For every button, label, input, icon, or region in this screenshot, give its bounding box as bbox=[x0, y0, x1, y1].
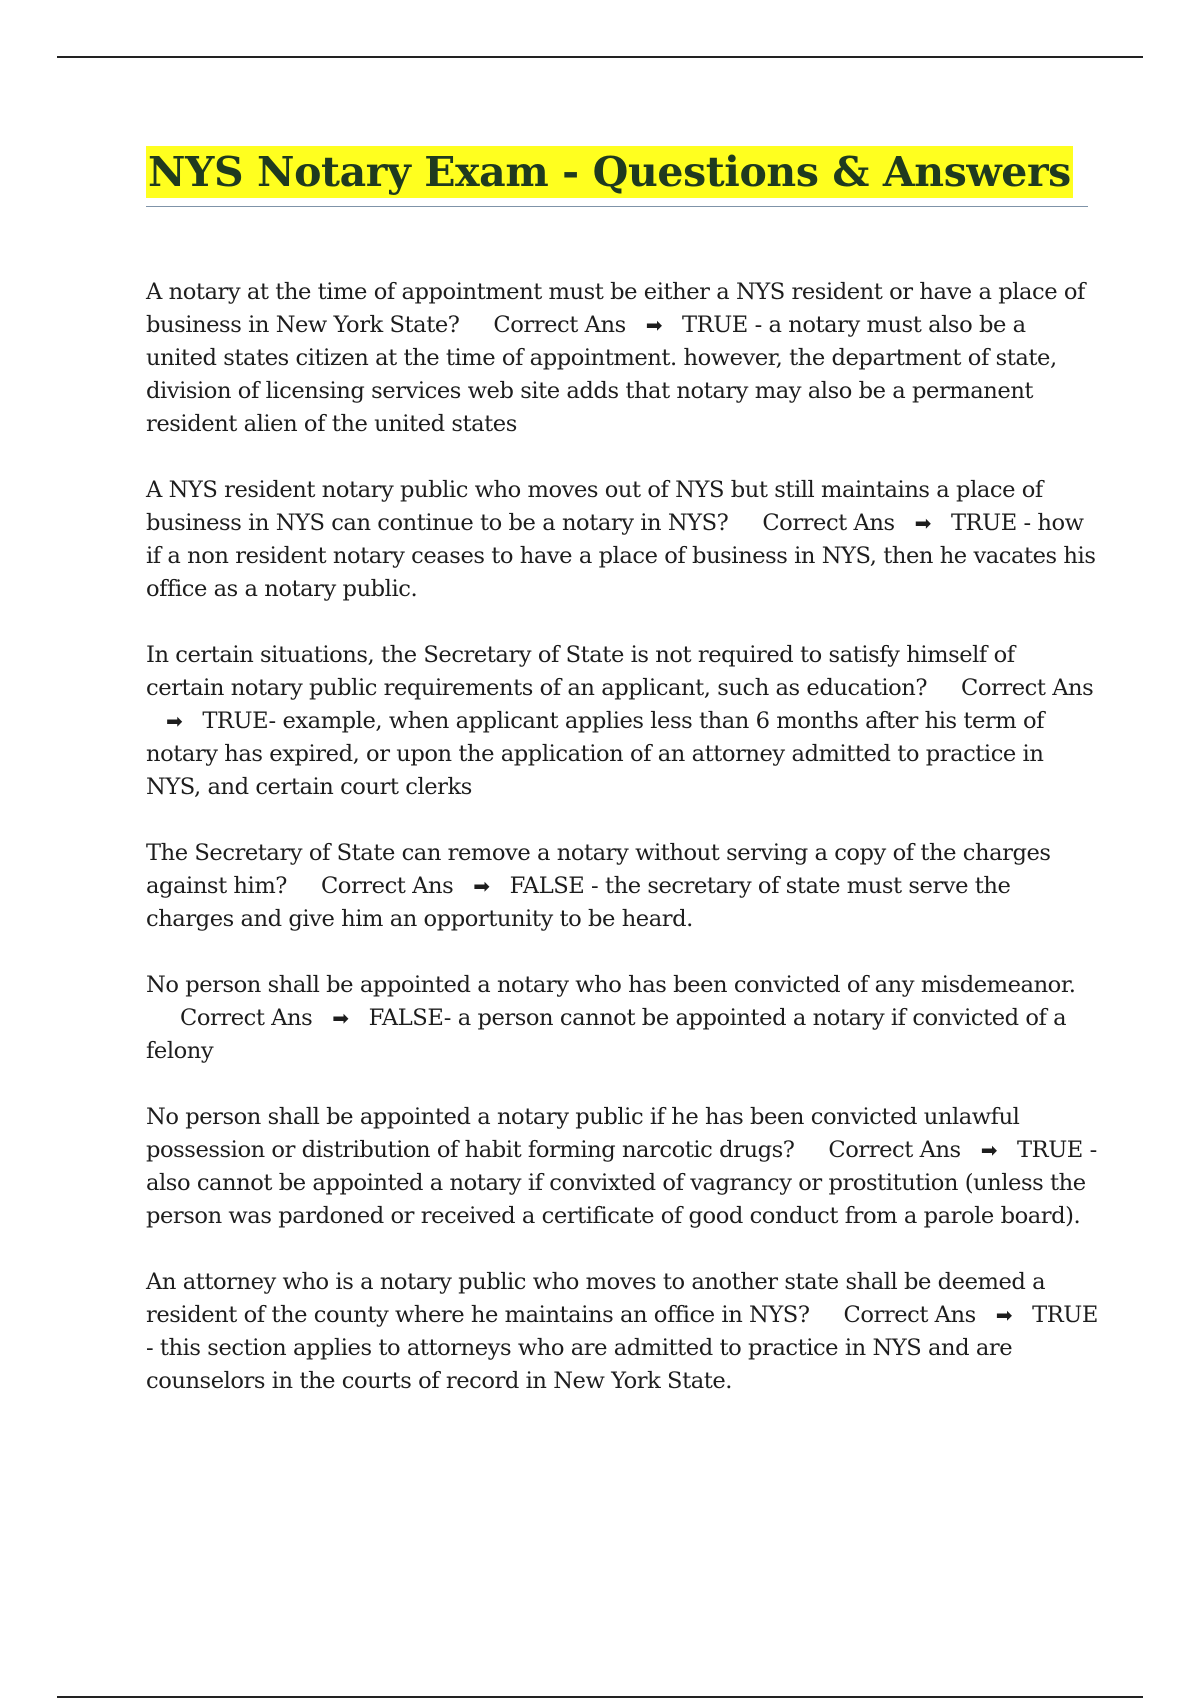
qa-item bbox=[146, 837, 1098, 936]
title-block bbox=[146, 146, 1088, 207]
footer-rule bbox=[57, 1696, 1143, 1698]
answer-label: Correct Ans bbox=[961, 675, 1094, 701]
answer-text: TRUE - also cannot be appointed a notary if convixted of vagrancy or prostitution (unless the person was pardoned or received a certificate of good conduct from a parole board). bbox=[146, 1137, 1097, 1229]
answer-text: TRUE - how if a non resident notary ceases to have a place of business in NYS, then he vacates his office as a notary public. bbox=[146, 510, 1096, 602]
header-rule bbox=[57, 56, 1143, 58]
qa-item bbox=[146, 276, 1098, 441]
answer-label: Correct Ans bbox=[762, 510, 895, 536]
right-arrow-icon: ➡ bbox=[995, 1303, 1013, 1327]
question-text: In certain situations, the Secretary of State is not required to satisfy himself of certain notary public requirements of an applicant, such as education? bbox=[146, 642, 1015, 701]
right-arrow-icon: ➡ bbox=[473, 874, 490, 898]
qa-item bbox=[146, 1266, 1098, 1398]
right-arrow-icon: ➡ bbox=[980, 1138, 998, 1162]
qa-item bbox=[146, 474, 1098, 606]
right-arrow-icon: ➡ bbox=[166, 709, 183, 733]
question-text: The Secretary of State can remove a notary without serving a copy of the charges against him? bbox=[146, 840, 1051, 899]
answer-text: TRUE - a notary must also be a united states citizen at the time of appointment. however, the department of state, division of licensing services web site adds that notary may also be a permanent resident alien of the united states bbox=[146, 312, 1057, 437]
page-title: NYS Notary Exam - Questions & Answers bbox=[148, 148, 1071, 196]
answer-text: FALSE - the secretary of state must serve the charges and give him an opportunity to be heard. bbox=[146, 873, 1011, 932]
question-text: A NYS resident notary public who moves out of NYS but still maintains a place of business in NYS can continue to be a notary in NYS? bbox=[146, 477, 1043, 536]
answer-text: FALSE- a person cannot be appointed a notary if convicted of a felony bbox=[146, 1005, 1067, 1064]
question-text: No person shall be appointed a notary who has been convicted of any misdemeanor. bbox=[146, 972, 1076, 998]
qa-item bbox=[146, 639, 1098, 804]
answer-label: Correct Ans bbox=[320, 873, 454, 899]
answer-label: Correct Ans bbox=[493, 312, 626, 338]
answer-label: Correct Ans bbox=[180, 1005, 313, 1031]
right-arrow-icon: ➡ bbox=[645, 313, 663, 337]
answer-text: TRUE- example, when applicant applies less than 6 months after his term of notary has expired, or upon the application of an attorney admitted to practice in NYS, and certain court clerks bbox=[146, 708, 1045, 800]
answer-text: TRUE - this section applies to attorneys who are admitted to practice in NYS and are counselors in the courts of record in New York State. bbox=[146, 1302, 1098, 1394]
question-text: No person shall be appointed a notary public if he has been convicted unlawful possession or distribution of habit forming narcotic drugs? bbox=[146, 1104, 1020, 1163]
answer-label: Correct Ans bbox=[843, 1302, 976, 1328]
qa-list bbox=[146, 276, 1098, 1431]
right-arrow-icon: ➡ bbox=[332, 1006, 349, 1030]
question-text: An attorney who is a notary public who moves to another state shall be deemed a resident of the county where he maintains an office in NYS? bbox=[146, 1269, 1046, 1328]
answer-label: Correct Ans bbox=[828, 1137, 961, 1163]
qa-item bbox=[146, 969, 1098, 1068]
qa-item bbox=[146, 1101, 1098, 1233]
right-arrow-icon: ➡ bbox=[914, 511, 931, 535]
question-text: A notary at the time of appointment must be either a NYS resident or have a place of business in New York State? bbox=[146, 279, 1085, 338]
